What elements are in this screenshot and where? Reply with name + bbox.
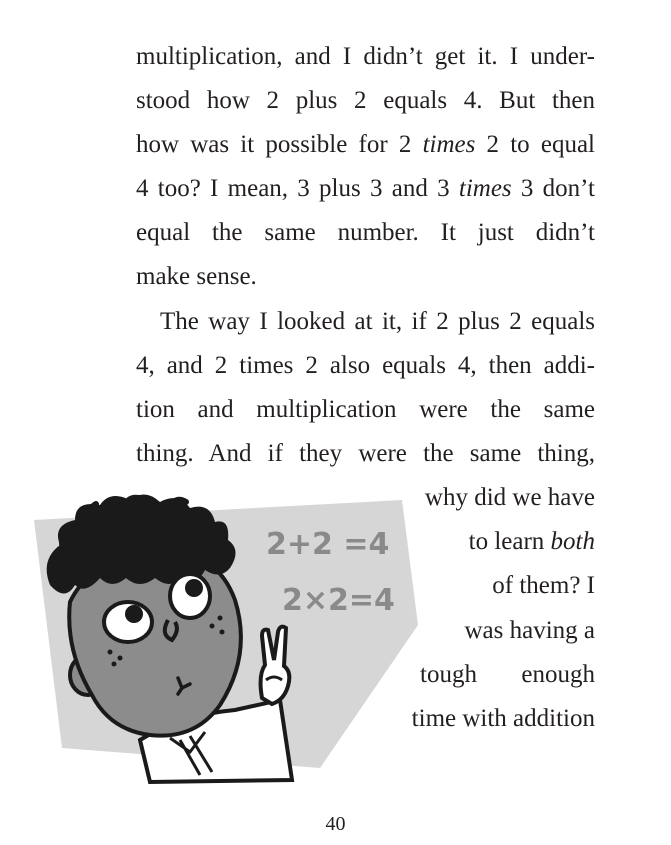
text-span: to learn (468, 528, 551, 555)
text-line: time with addition (411, 705, 595, 732)
text-line: tion and multiplication were the same (136, 396, 595, 423)
board-equation-multiplication: 2×2=4 (282, 583, 395, 618)
text-line (136, 174, 595, 204)
emphasis-text: both (550, 528, 595, 555)
text-span: 4 too? I mean, 3 plus 3 and 3 (136, 175, 459, 202)
text-line: why did we have (424, 484, 595, 511)
text-line: 4, and 2 times 2 also equals 4, then addi- (136, 352, 595, 379)
text-line: make sense. (136, 263, 257, 290)
board-equation-addition: 2+2 =4 (266, 527, 390, 562)
text-line: multiplication, and I didn’t get it. I under- (136, 43, 595, 70)
text-line: thing. And if they were the same thing, (136, 440, 595, 467)
text-line: stood how 2 plus 2 equals 4. But then (136, 87, 595, 114)
text-line: was having a (464, 617, 595, 644)
emphasis-text: times (458, 175, 512, 202)
page-number: 40 (325, 813, 346, 835)
text-line: The way I looked at it, if 2 plus 2 equals (160, 308, 595, 335)
text-span: how was it possible for 2 (136, 131, 423, 158)
text-line: equal the same number. It just didn’t (136, 219, 595, 246)
text-line (136, 130, 595, 160)
text-line (469, 527, 595, 557)
text-span: 3 don’t (511, 175, 595, 202)
text-line: of them? I (492, 572, 595, 599)
text-line: tough enough (420, 661, 595, 688)
boy-chalkboard-illustration (30, 490, 420, 790)
emphasis-text: times (422, 131, 476, 158)
text-span: 2 to equal (475, 131, 595, 158)
